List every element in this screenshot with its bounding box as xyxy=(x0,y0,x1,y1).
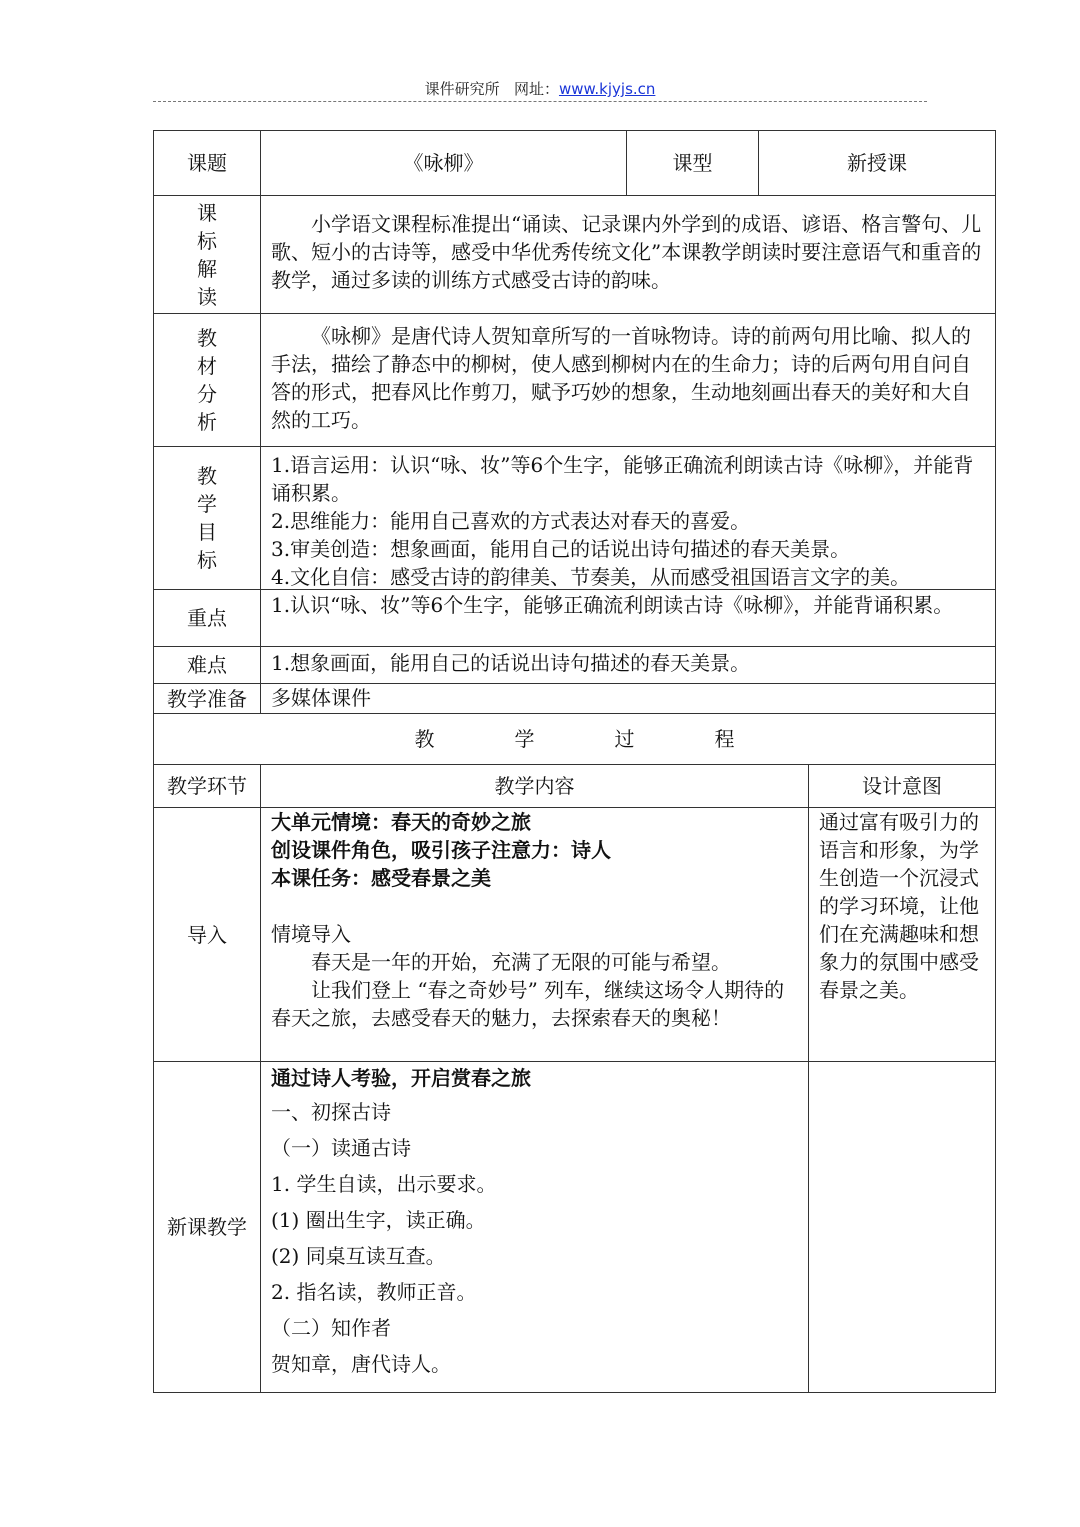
intro-intent: 通过富有吸引力的语言和形象，为学生创造一个沉浸式的学习环境，让他们在充满趣味和想象力的氛围中感受春景之美。 xyxy=(819,810,979,1002)
intro-paragraph: 让我们登上 “春之奇妙号” 列车，继续这场令人期待的春天之旅，去感受春天的魅力，去探索春天的奥秘！ xyxy=(271,978,785,1030)
new-lesson-line: 2. 指名读，教师正音。 xyxy=(271,1280,477,1304)
analysis-cell xyxy=(260,313,996,447)
intro-paragraph: 春天是一年的开始，充满了无限的可能与希望。 xyxy=(311,950,731,974)
intro-subtitle: 情境导入 xyxy=(271,922,351,946)
column-header-intent: 设计意图 xyxy=(808,764,996,808)
header-divider xyxy=(153,101,927,102)
key-point-text: 1.认识“咏、妆”等6个生字，能够正确流利朗读古诗《咏柳》，并能背诵积累。 xyxy=(271,593,954,617)
site-url-link[interactable]: www.kjyjs.cn xyxy=(558,80,656,98)
analysis-text: 《咏柳》是唐代诗人贺知章所写的一首咏物诗。诗的前两句用比喻、拟人的手法，描绘了静态中的柳树，使人感到柳树内在的生命力；诗的后两句用自问自答的形式，把春风比作剪刀，赋予巧妙的想象，生动地刻画出春天的美好和大自然的工巧。 xyxy=(271,324,971,432)
goals-cell xyxy=(260,446,996,590)
preparation-text: 多媒体课件 xyxy=(271,686,371,710)
type-label: 课型 xyxy=(626,130,759,196)
column-header-stage: 教学环节 xyxy=(153,764,261,808)
difficulty-text: 1.想象画面，能用自己的话说出诗句描述的春天美景。 xyxy=(271,651,751,675)
goal-item: 4.文化自信：感受古诗的韵律美、节奏美，从而感受祖国语言文字的美。 xyxy=(271,565,911,589)
standard-text: 小学语文课程标准提出“诵读、记录课内外学到的成语、谚语、格言警句、儿歌、短小的古诗等，感受中华优秀传统文化”本课教学朗读时要注意语气和重音的教学，通过多读的训练方式感受古诗的韵味。 xyxy=(271,212,982,292)
title-label: 课题 xyxy=(153,130,261,196)
analysis-label: 教 材 分 析 xyxy=(153,313,261,447)
key-point-cell xyxy=(260,589,996,647)
new-lesson-line: （二）知作者 xyxy=(271,1316,391,1340)
new-lesson-line: (1) 圈出生字，读正确。 xyxy=(271,1208,486,1232)
new-lesson-intent-cell xyxy=(808,1061,996,1393)
key-point-label: 重点 xyxy=(153,589,261,647)
new-lesson-line: （一）读通古诗 xyxy=(271,1136,411,1160)
preparation-label: 教学准备 xyxy=(153,683,261,714)
goals-label: 教 学 目 标 xyxy=(153,446,261,590)
column-header-content: 教学内容 xyxy=(260,764,809,808)
process-title: 教 学 过 程 xyxy=(153,713,996,765)
new-lesson-line: 1. 学生自读，出示要求。 xyxy=(271,1172,497,1196)
preparation-cell xyxy=(260,683,996,714)
type-value: 新授课 xyxy=(758,130,996,196)
difficulty-label: 难点 xyxy=(153,646,261,684)
intro-intent-cell xyxy=(808,807,996,1062)
new-lesson-heading: 通过诗人考验，开启赏春之旅 xyxy=(271,1066,531,1090)
standard-cell xyxy=(260,195,996,314)
standard-label: 课 标 解 读 xyxy=(153,195,261,314)
intro-bold-line: 大单元情境：春天的奇妙之旅 xyxy=(271,810,531,834)
intro-content xyxy=(260,807,809,1062)
goal-item: 2.思维能力：能用自己喜欢的方式表达对春天的喜爱。 xyxy=(271,509,751,533)
goal-item: 3.审美创造：想象画面，能用自己的话说出诗句描述的春天美景。 xyxy=(271,537,851,561)
intro-bold-line: 本课任务：感受春景之美 xyxy=(271,866,491,890)
difficulty-cell xyxy=(260,646,996,684)
new-lesson-line: 一、初探古诗 xyxy=(271,1100,391,1124)
new-lesson-stage: 新课教学 xyxy=(153,1061,261,1393)
intro-bold-line: 创设课件角色，吸引孩子注意力：诗人 xyxy=(271,838,611,862)
new-lesson-line: (2) 同桌互读互查。 xyxy=(271,1244,446,1268)
new-lesson-content xyxy=(260,1061,809,1393)
intro-stage: 导入 xyxy=(153,807,261,1062)
page-header xyxy=(153,78,927,99)
site-name: 课件研究所 xyxy=(424,80,500,98)
goal-item: 1.语言运用：认识“咏、妆”等6个生字，能够正确流利朗读古诗《咏柳》，并能背诵积累。 xyxy=(271,453,974,505)
new-lesson-line: 贺知章，唐代诗人。 xyxy=(271,1352,451,1376)
url-label: 网址： xyxy=(513,80,559,98)
title-value: 《咏柳》 xyxy=(260,130,627,196)
